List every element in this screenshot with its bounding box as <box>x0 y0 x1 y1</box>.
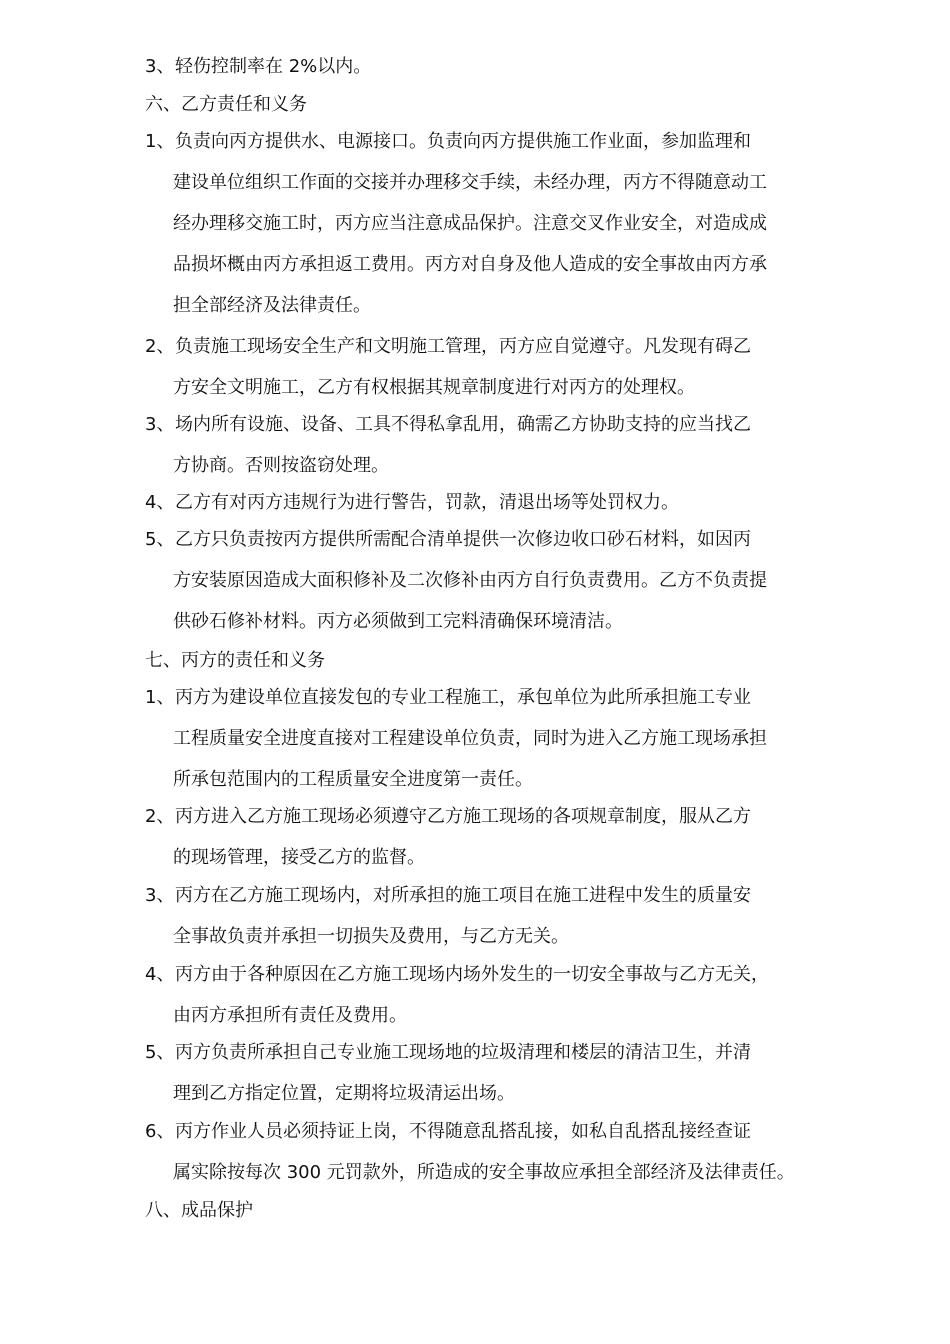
list-item <box>145 326 825 408</box>
item-line: 负责施工现场安全生产和文明施工管理，丙方应自觉遵守。凡发现有碍乙 <box>175 336 751 357</box>
section-heading: 七、丙方的责任和义务 <box>145 650 325 671</box>
item-number: 6、 <box>145 1121 175 1142</box>
item-line: 担全部经济及法律责任。 <box>173 295 371 316</box>
list-item <box>145 954 825 1036</box>
item-line: 乙方只负责按丙方提供所需配合清单提供一次修边收口砂石材料，如因丙 <box>175 529 751 550</box>
item-line: 供砂石修补材料。丙方必须做到工完料清确保环境清洁。 <box>173 611 623 632</box>
item-number: 4、 <box>145 964 175 985</box>
item-number: 1、 <box>145 687 175 708</box>
item-line: 属实除按每次 300 元罚款外，所造成的安全事故应承担全部经济及法律责任。 <box>173 1162 795 1183</box>
list-item <box>145 482 825 523</box>
item-text: 轻伤控制率在 2%以内。 <box>175 56 372 77</box>
item-line: 所承包范围内的工程质量安全进度第一责任。 <box>173 769 533 790</box>
item-line: 建设单位组织工作面的交接并办理移交手续，未经办理，丙方不得随意动工 <box>173 172 767 193</box>
item-line: 工程质量安全进度直接对工程建设单位负责，同时为进入乙方施工现场承担 <box>173 728 767 749</box>
list-item <box>145 1032 825 1114</box>
item-number: 4、 <box>145 492 175 513</box>
section-heading: 六、乙方责任和义务 <box>145 94 307 115</box>
item-line: 乙方有对丙方违规行为进行警告，罚款，清退出场等处罚权力。 <box>175 492 679 513</box>
item-number: 1、 <box>145 131 175 152</box>
item-line: 的现场管理，接受乙方的监督。 <box>173 847 425 868</box>
item-line: 方安装原因造成大面积修补及二次修补由丙方自行负责费用。乙方不负责提 <box>173 570 767 591</box>
item-number: 2、 <box>145 336 175 357</box>
section-heading: 八、成品保护 <box>145 1200 253 1221</box>
list-item <box>145 677 825 800</box>
item-line: 丙方为建设单位直接发包的专业工程施工，承包单位为此所承担施工专业 <box>175 687 751 708</box>
item-number: 3、 <box>145 56 175 77</box>
list-item <box>145 404 825 486</box>
item-line: 场内所有设施、设备、工具不得私拿乱用，确需乙方协助支持的应当找乙 <box>175 414 751 435</box>
item-line: 由丙方承担所有责任及费用。 <box>173 1005 407 1026</box>
list-item <box>145 46 825 87</box>
item-line: 丙方负责所承担自己专业施工现场地的垃圾清理和楼层的清洁卫生，并清 <box>175 1042 751 1063</box>
item-line: 负责向丙方提供水、电源接口。负责向丙方提供施工作业面，参加监理和 <box>175 131 751 152</box>
item-line: 方协商。否则按盗窃处理。 <box>173 455 389 476</box>
list-item <box>145 875 825 957</box>
item-number: 3、 <box>145 885 175 906</box>
item-number: 5、 <box>145 529 175 550</box>
item-line: 丙方作业人员必须持证上岗，不得随意乱搭乱接，如私自乱搭乱接经查证 <box>175 1121 751 1142</box>
item-line: 丙方在乙方施工现场内，对所承担的施工项目在施工进程中发生的质量安 <box>175 885 751 906</box>
list-item <box>145 519 825 642</box>
list-item <box>145 796 825 878</box>
item-number: 3、 <box>145 414 175 435</box>
item-line: 方安全文明施工，乙方有权根据其规章制度进行对丙方的处理权。 <box>173 377 695 398</box>
item-line: 全事故负责并承担一切损失及费用，与乙方无关。 <box>173 926 569 947</box>
item-number: 2、 <box>145 806 175 827</box>
item-line: 品损坏概由丙方承担返工费用。丙方对自身及他人造成的安全事故由丙方承 <box>173 254 767 275</box>
item-line: 丙方由于各种原因在乙方施工现场内场外发生的一切安全事故与乙方无关， <box>175 964 769 985</box>
list-item <box>145 1111 825 1193</box>
item-line: 丙方进入乙方施工现场必须遵守乙方施工现场的各项规章制度，服从乙方 <box>175 806 751 827</box>
item-line: 经办理移交施工时，丙方应当注意成品保护。注意交叉作业安全，对造成成 <box>173 213 767 234</box>
list-item <box>145 121 825 326</box>
item-number: 5、 <box>145 1042 175 1063</box>
item-line: 理到乙方指定位置，定期将垃圾清运出场。 <box>173 1083 515 1104</box>
